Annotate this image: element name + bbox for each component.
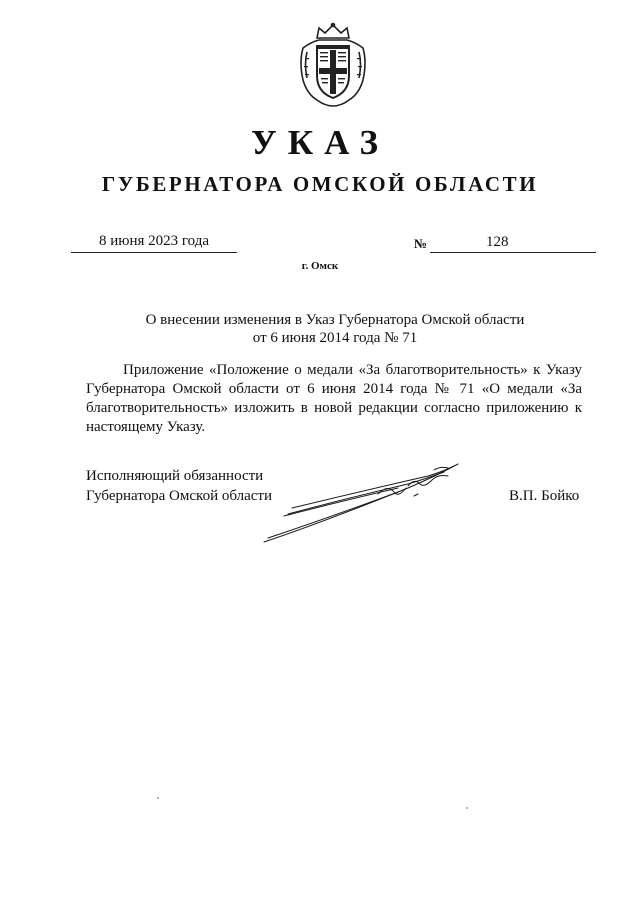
document-title: УКАЗ bbox=[251, 123, 389, 162]
document-city: г. Омск bbox=[301, 260, 339, 272]
document-body-paragraph: Приложение «Положение о медали «За благотворительность» к Указу Губернатора Омской области от 6 июня 2014 года № 71 «О медали «За благотворительность» изложить в новой редакции согласно приложению к настоящему Указу. bbox=[86, 362, 582, 435]
number-sign: № bbox=[414, 236, 428, 251]
subject-line-2: от 6 июня 2014 года № 71 bbox=[252, 330, 418, 346]
document-number: 128 bbox=[486, 234, 509, 250]
omsk-coat-of-arms-icon bbox=[297, 22, 369, 108]
signatory-position-line-2: Губернатора Омской области bbox=[86, 488, 272, 504]
signatory-name: В.П. Бойко bbox=[509, 488, 580, 504]
scan-speck bbox=[157, 797, 159, 799]
document-date: 8 июня 2023 года bbox=[71, 232, 237, 253]
subject-line-1: О внесении изменения в Указ Губернатора Омской области bbox=[145, 312, 525, 328]
signatory-position bbox=[86, 466, 272, 506]
signatory-position-line-1: Исполняющий обязанности bbox=[86, 468, 264, 484]
document-number-field bbox=[430, 232, 596, 253]
document-subtitle: ГУБЕРНАТОРА ОМСКОЙ ОБЛАСТИ bbox=[101, 172, 539, 196]
scan-speck bbox=[466, 807, 468, 809]
handwritten-signature-icon bbox=[258, 458, 468, 548]
document-subject bbox=[0, 311, 640, 347]
